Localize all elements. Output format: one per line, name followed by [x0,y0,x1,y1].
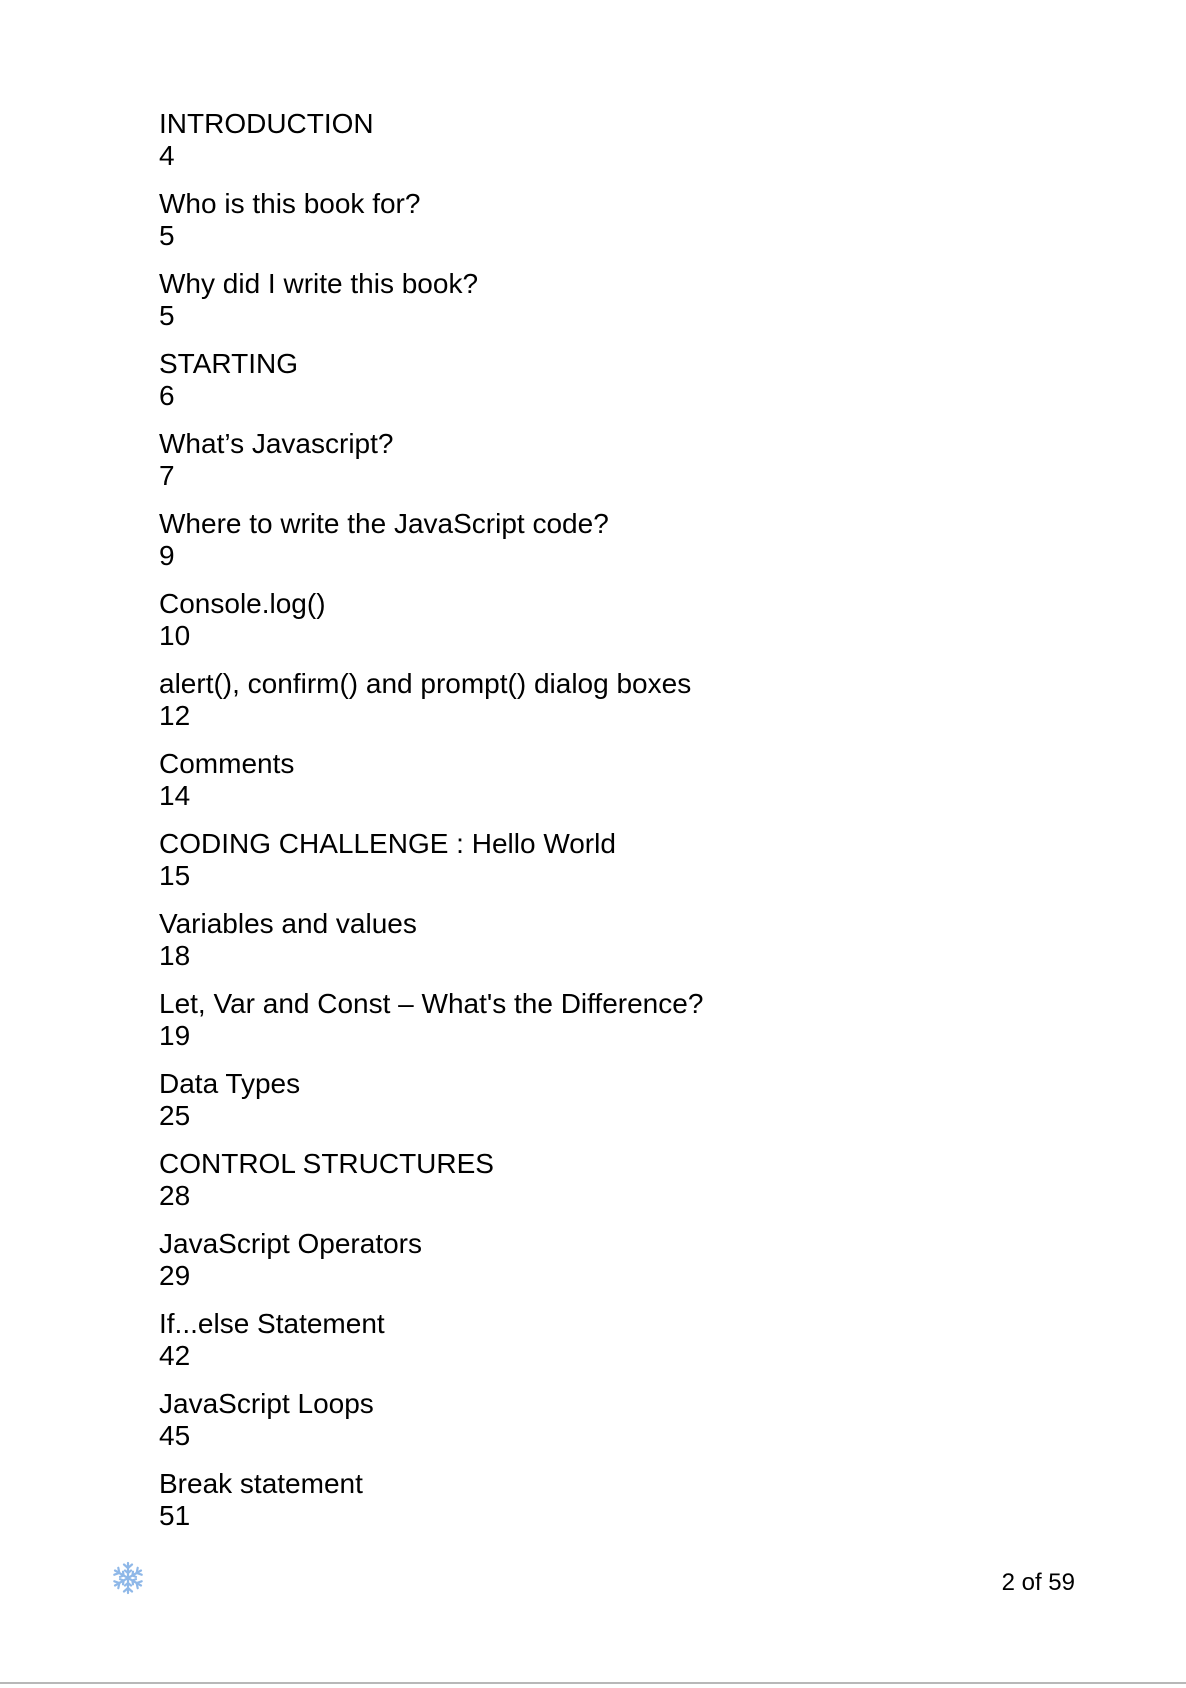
page-indicator: 2 of 59 [1001,1569,1075,1596]
toc-entry-title: Let, Var and Const – What's the Difference? [159,988,704,1019]
toc-entry-page: 4 [159,140,175,171]
toc-entry-page: 25 [159,1100,191,1131]
toc-entry-page: 14 [159,780,191,811]
snowflake-icon [110,1560,146,1596]
toc-entry [159,188,703,268]
toc-entry [159,1388,703,1468]
toc-entry-page: 29 [159,1260,191,1291]
toc-entry-title: JavaScript Loops [159,1388,374,1419]
toc-entry-page: 5 [159,300,175,331]
toc-entry-page: 42 [159,1340,191,1371]
toc-entry-page: 7 [159,460,175,491]
toc-entry [159,828,703,908]
table-of-contents [159,108,703,1548]
toc-entry-page: 18 [159,940,191,971]
toc-entry-page: 19 [159,1020,191,1051]
toc-entry-page: 28 [159,1180,191,1211]
toc-entry-title: Comments [159,748,295,779]
toc-entry [159,428,703,508]
toc-entry-page: 5 [159,220,175,251]
toc-entry [159,588,703,668]
toc-entry-title: Data Types [159,1068,301,1099]
toc-entry [159,268,703,348]
toc-entry-page: 15 [159,860,191,891]
toc-entry [159,908,703,988]
toc-entry [159,508,703,588]
toc-entry [159,1148,703,1228]
toc-entry-title: What’s Javascript? [159,428,394,459]
toc-entry-title: INTRODUCTION [159,108,374,139]
toc-entry-title: CODING CHALLENGE : Hello World [159,828,616,859]
toc-entry-title: Console.log() [159,588,326,619]
toc-entry-title: alert(), confirm() and prompt() dialog boxes [159,668,692,699]
toc-entry [159,748,703,828]
toc-entry [159,1068,703,1148]
toc-entry-title: CONTROL STRUCTURES [159,1148,494,1179]
toc-entry-title: If...else Statement [159,1308,385,1339]
toc-entry-page: 45 [159,1420,191,1451]
toc-entry-title: JavaScript Operators [159,1228,422,1259]
toc-entry [159,108,703,188]
toc-entry-page: 6 [159,380,175,411]
toc-entry [159,988,703,1068]
toc-entry [159,348,703,428]
toc-entry [159,1468,703,1548]
toc-entry-title: STARTING [159,348,298,379]
toc-entry-page: 10 [159,620,191,651]
toc-entry [159,1308,703,1388]
toc-entry [159,668,703,748]
toc-entry-page: 12 [159,700,191,731]
toc-entry-title: Where to write the JavaScript code? [159,508,609,539]
toc-entry-title: Break statement [159,1468,363,1499]
toc-entry-title: Why did I write this book? [159,268,479,299]
toc-entry-page: 9 [159,540,175,571]
toc-entry [159,1228,703,1308]
toc-entry-title: Variables and values [159,908,417,939]
toc-entry-title: Who is this book for? [159,188,421,219]
page-bottom-divider [0,1682,1186,1684]
toc-entry-page: 51 [159,1500,191,1531]
